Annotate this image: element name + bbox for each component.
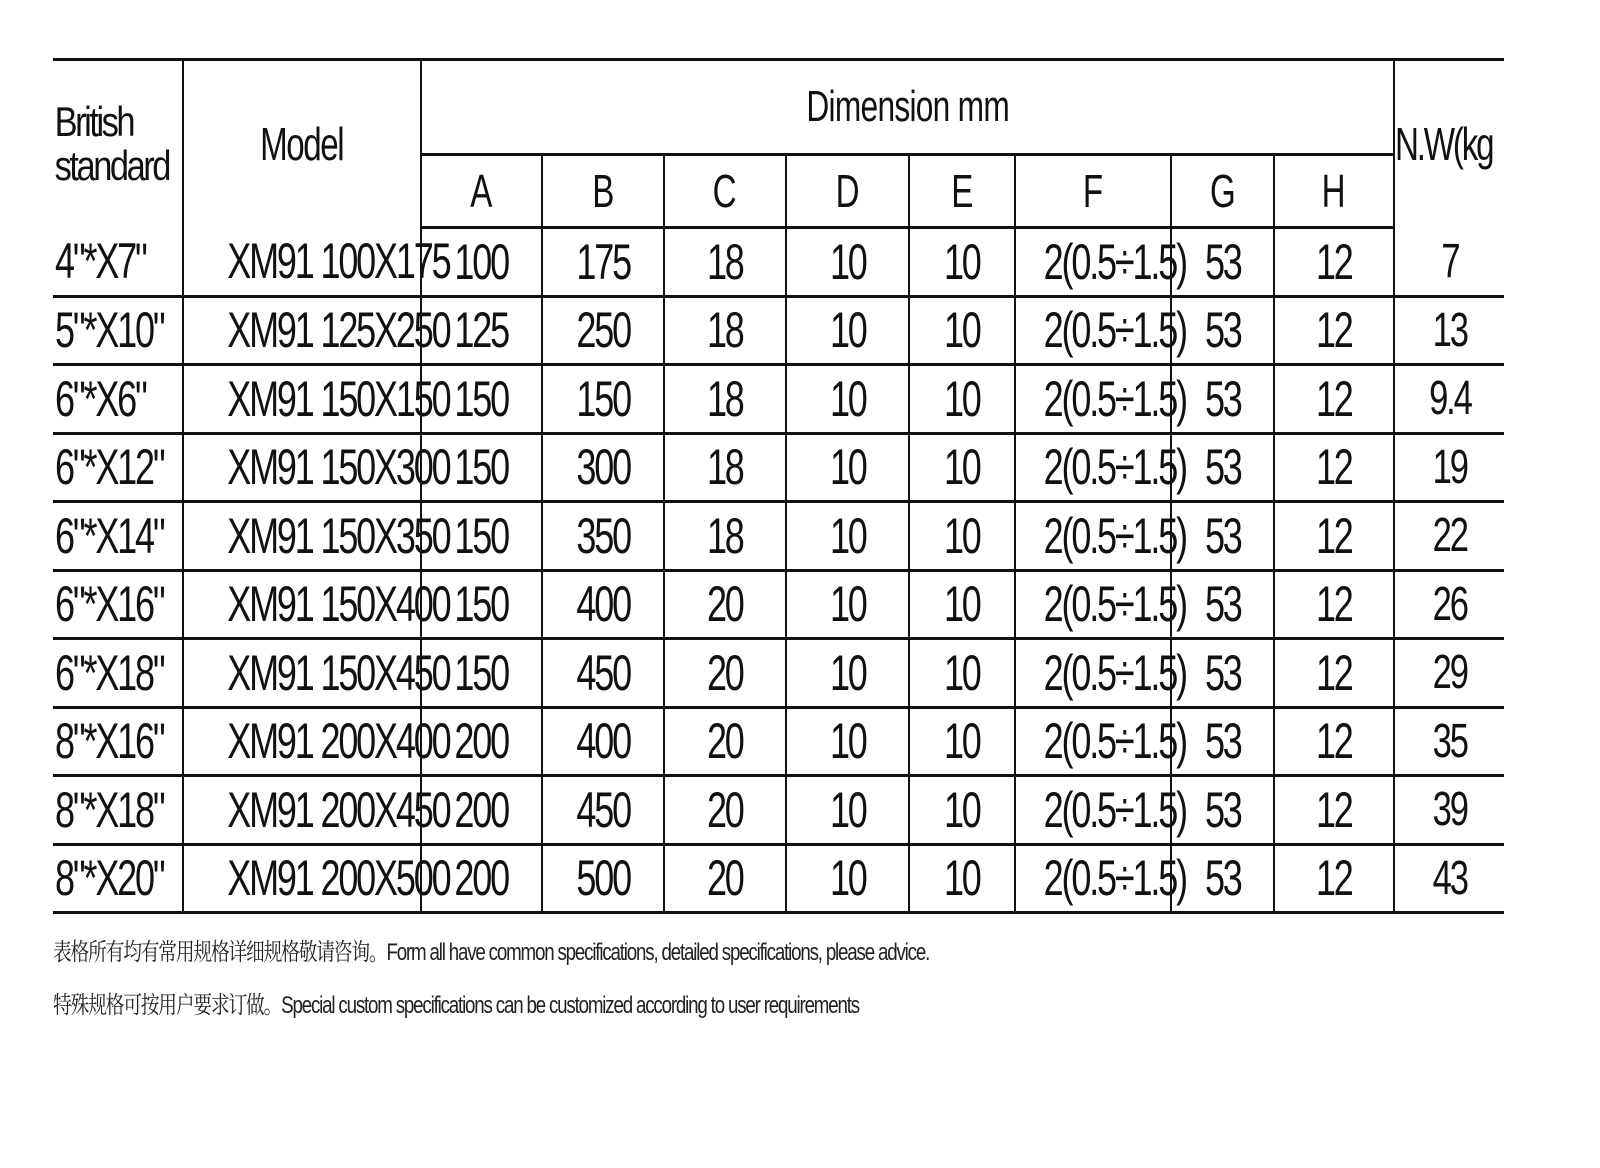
cell-nw: 7 — [1394, 228, 1504, 297]
cell-b: 500 — [542, 844, 664, 913]
model-header: Model — [183, 60, 421, 228]
column-header-c: C — [664, 155, 786, 228]
cell-nw: 43 — [1394, 844, 1504, 913]
cell-e: 10 — [909, 570, 1015, 639]
column-header-f: F — [1015, 155, 1171, 228]
cell-e: 10 — [909, 296, 1015, 365]
cell-f: 2(0.5÷1.5) — [1015, 433, 1171, 502]
cell-d: 10 — [786, 502, 909, 571]
cell-f: 2(0.5÷1.5) — [1015, 228, 1171, 297]
cell-bs: 8"*X18" — [53, 776, 183, 845]
cell-g: 53 — [1171, 776, 1274, 845]
cell-h: 12 — [1274, 228, 1394, 297]
cell-f: 2(0.5÷1.5) — [1015, 707, 1171, 776]
column-header-g: G — [1171, 155, 1274, 228]
cell-model: XM91 200X400 — [183, 707, 421, 776]
cell-h: 12 — [1274, 707, 1394, 776]
cell-f: 2(0.5÷1.5) — [1015, 639, 1171, 708]
table-body — [53, 228, 1504, 913]
cell-e: 10 — [909, 433, 1015, 502]
cell-d: 10 — [786, 707, 909, 776]
cell-model: XM91 150X300 — [183, 433, 421, 502]
cell-nw: 22 — [1394, 502, 1504, 571]
cell-bs: 6"*X16" — [53, 570, 183, 639]
cell-a: 150 — [421, 570, 542, 639]
cell-bs: 4"*X7" — [53, 228, 183, 297]
cell-c: 20 — [664, 639, 786, 708]
cell-b: 450 — [542, 776, 664, 845]
footnotes — [53, 932, 1503, 1038]
cell-c: 18 — [664, 433, 786, 502]
cell-b: 350 — [542, 502, 664, 571]
cell-h: 12 — [1274, 639, 1394, 708]
cell-nw: 13 — [1394, 296, 1504, 365]
table-row — [53, 433, 1504, 502]
table-row — [53, 502, 1504, 571]
cell-model: XM91 150X350 — [183, 502, 421, 571]
cell-nw: 35 — [1394, 707, 1504, 776]
cell-bs: 8"*X20" — [53, 844, 183, 913]
cell-model: XM91 200X500 — [183, 844, 421, 913]
cell-g: 53 — [1171, 296, 1274, 365]
cell-g: 53 — [1171, 639, 1274, 708]
cell-d: 10 — [786, 639, 909, 708]
cell-g: 53 — [1171, 228, 1274, 297]
cell-bs: 6"*X12" — [53, 433, 183, 502]
cell-bs: 6"*X18" — [53, 639, 183, 708]
cell-d: 10 — [786, 844, 909, 913]
cell-c: 20 — [664, 776, 786, 845]
cell-model: XM91 150X450 — [183, 639, 421, 708]
cell-nw: 26 — [1394, 570, 1504, 639]
cell-c: 18 — [664, 228, 786, 297]
cell-a: 100 — [421, 228, 542, 297]
table-row — [53, 296, 1504, 365]
cell-e: 10 — [909, 707, 1015, 776]
cell-e: 10 — [909, 776, 1015, 845]
cell-a: 200 — [421, 844, 542, 913]
cell-h: 12 — [1274, 296, 1394, 365]
cell-c: 20 — [664, 570, 786, 639]
column-header-b: B — [542, 155, 664, 228]
footnote-custom-specs: 特殊规格可按用户要求订做。Special custom specifications can be customized according to user requirements — [53, 992, 859, 1019]
cell-d: 10 — [786, 228, 909, 297]
cell-b: 250 — [542, 296, 664, 365]
cell-e: 10 — [909, 639, 1015, 708]
cell-c: 20 — [664, 844, 786, 913]
cell-g: 53 — [1171, 502, 1274, 571]
cell-e: 10 — [909, 844, 1015, 913]
net-weight-header: N.W(kg — [1394, 60, 1504, 228]
cell-h: 12 — [1274, 776, 1394, 845]
table-row — [53, 639, 1504, 708]
cell-nw: 19 — [1394, 433, 1504, 502]
cell-bs: 8"*X16" — [53, 707, 183, 776]
cell-bs: 6"*X6" — [53, 365, 183, 434]
cell-model: XM91 150X150 — [183, 365, 421, 434]
cell-b: 400 — [542, 707, 664, 776]
cell-bs: 6"*X14" — [53, 502, 183, 571]
cell-c: 20 — [664, 707, 786, 776]
cell-d: 10 — [786, 365, 909, 434]
dimension-header: Dimension mm — [421, 60, 1394, 155]
cell-f: 2(0.5÷1.5) — [1015, 502, 1171, 571]
column-header-e: E — [909, 155, 1015, 228]
cell-g: 53 — [1171, 844, 1274, 913]
cell-d: 10 — [786, 433, 909, 502]
table-row — [53, 228, 1504, 297]
cell-model: XM91 100X175 — [183, 228, 421, 297]
cell-b: 400 — [542, 570, 664, 639]
cell-model: XM91 200X450 — [183, 776, 421, 845]
cell-h: 12 — [1274, 433, 1394, 502]
spec-sheet — [53, 58, 1504, 914]
cell-d: 10 — [786, 776, 909, 845]
table-row — [53, 707, 1504, 776]
cell-d: 10 — [786, 570, 909, 639]
cell-e: 10 — [909, 502, 1015, 571]
cell-c: 18 — [664, 502, 786, 571]
column-header-h: H — [1274, 155, 1394, 228]
cell-f: 2(0.5÷1.5) — [1015, 365, 1171, 434]
cell-a: 150 — [421, 365, 542, 434]
cell-a: 200 — [421, 707, 542, 776]
cell-b: 150 — [542, 365, 664, 434]
cell-nw: 39 — [1394, 776, 1504, 845]
cell-a: 200 — [421, 776, 542, 845]
cell-d: 10 — [786, 296, 909, 365]
cell-g: 53 — [1171, 365, 1274, 434]
cell-nw: 9.4 — [1394, 365, 1504, 434]
cell-b: 175 — [542, 228, 664, 297]
cell-model: XM91 150X400 — [183, 570, 421, 639]
cell-a: 150 — [421, 433, 542, 502]
cell-g: 53 — [1171, 707, 1274, 776]
cell-f: 2(0.5÷1.5) — [1015, 296, 1171, 365]
table-row — [53, 776, 1504, 845]
table-row — [53, 844, 1504, 913]
column-header-a: A — [421, 155, 542, 228]
cell-e: 10 — [909, 365, 1015, 434]
cell-a: 150 — [421, 502, 542, 571]
cell-c: 18 — [664, 296, 786, 365]
cell-f: 2(0.5÷1.5) — [1015, 776, 1171, 845]
dimension-table — [53, 58, 1504, 914]
cell-nw: 29 — [1394, 639, 1504, 708]
table-row — [53, 570, 1504, 639]
column-header-d: D — [786, 155, 909, 228]
table-row — [53, 365, 1504, 434]
cell-a: 125 — [421, 296, 542, 365]
cell-bs: 5"*X10" — [53, 296, 183, 365]
cell-g: 53 — [1171, 433, 1274, 502]
table-header — [53, 60, 1504, 228]
cell-h: 12 — [1274, 570, 1394, 639]
cell-e: 10 — [909, 228, 1015, 297]
cell-g: 53 — [1171, 570, 1274, 639]
cell-c: 18 — [664, 365, 786, 434]
cell-h: 12 — [1274, 844, 1394, 913]
cell-f: 2(0.5÷1.5) — [1015, 844, 1171, 913]
cell-b: 450 — [542, 639, 664, 708]
cell-b: 300 — [542, 433, 664, 502]
cell-a: 150 — [421, 639, 542, 708]
footnote-common-specs: 表格所有均有常用规格详细规格敬请咨询。Form all have common specifications, detailed specifications, please advice. — [53, 939, 930, 966]
cell-f: 2(0.5÷1.5) — [1015, 570, 1171, 639]
cell-h: 12 — [1274, 365, 1394, 434]
cell-h: 12 — [1274, 502, 1394, 571]
british-standard-header: British standard — [53, 60, 160, 228]
cell-model: XM91 125X250 — [183, 296, 421, 365]
